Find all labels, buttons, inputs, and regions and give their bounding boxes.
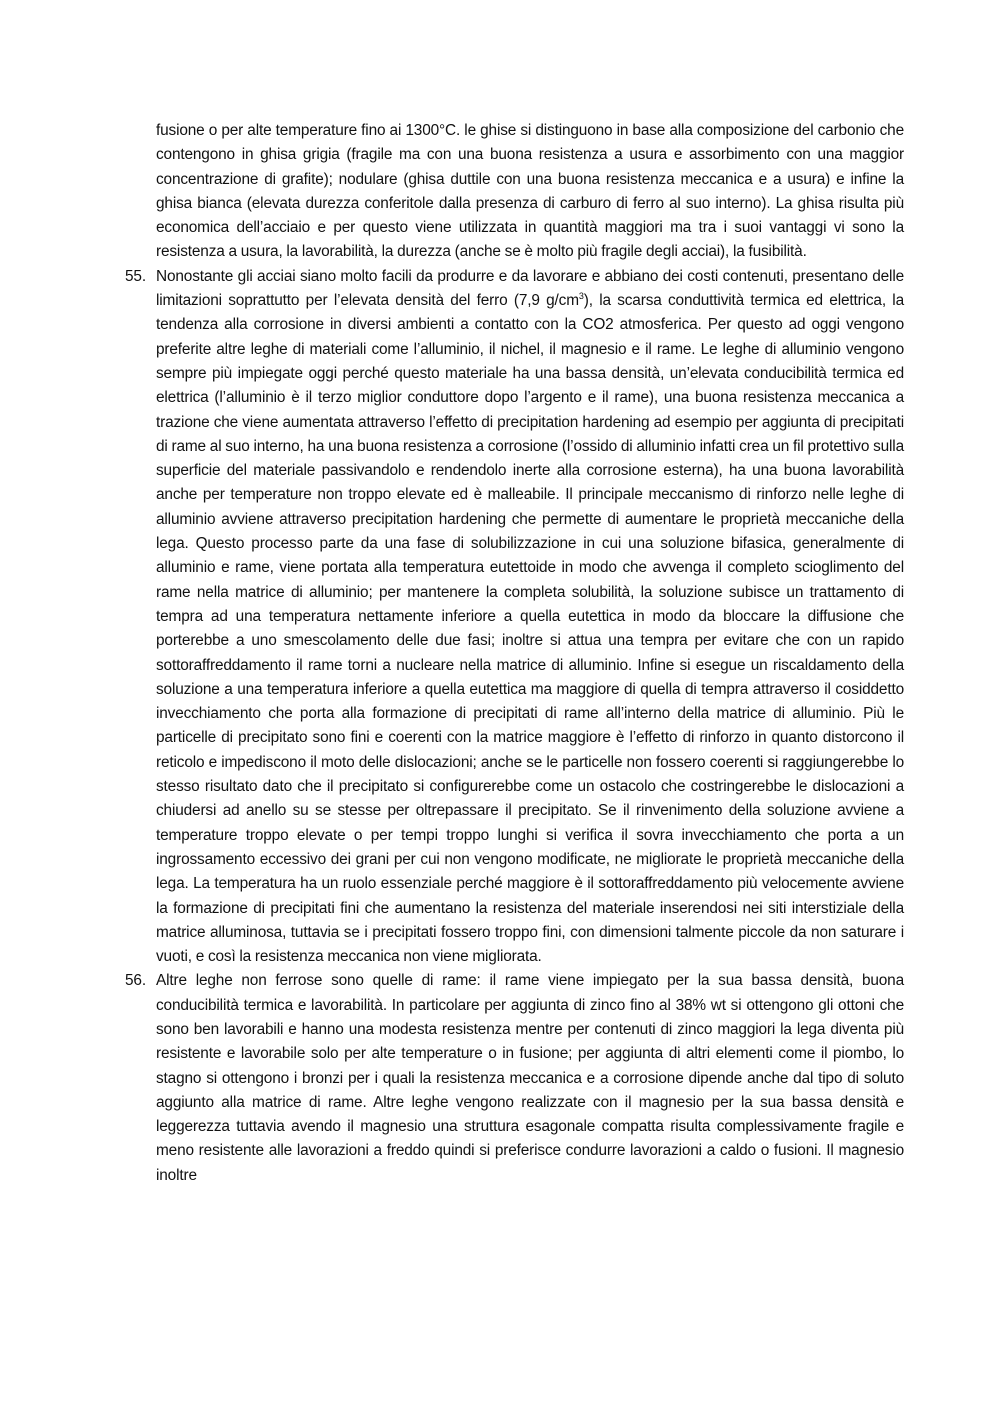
paragraph-55 (125, 265, 904, 970)
paragraph-text-before-superscript: Nonostante gli acciai siano molto facili da produrre e da lavorare e abbiano dei costi contenuti, presentano delle limitazioni soprattutto per l’elevata densità del ferro (7,9 g/cm (156, 267, 904, 310)
paragraph-text-after-superscript: ), la scarsa conduttività termica ed elettrica, la tendenza alla corrosione in diversi ambienti a contatto con la CO2 atmosferica. Per questo ad oggi vengono preferite altre leghe di materiali come l’alluminio, il nichel, il magnesio e il rame. Le leghe di alluminio vengono sempre più impiegate oggi perché questo materiale ha una bassa densità, un’elevata conducibilità termica ed elettrica (l’alluminio è il terzo miglior conduttore dopo l’argento e il rame), una buona resistenza meccanica a trazione che viene aumentata attraverso l’effetto di precipitation hardening ad esempio per aggiunta di precipitati di rame al suo interno, ha una buona resistenza a corrosione (l’ossido di alluminio infatti crea un fil protettivo sulla superficie del materiale passivandolo e rendendolo inerte alla corrosione esterna), ha una buona lavorabilità anche per temperature non troppo elevate ed è malleabile. Il principale meccanismo di rinforzo nelle leghe di alluminio avviene attraverso precipitation hardening che permette di aumentare le proprietà meccaniche della lega. Questo processo parte da una fase di solubilizzazione in cui una soluzione bifasica, generalmente di alluminio e rame, viene portata alla temperatura eutettoide in modo che avvenga il completo scioglimento del rame nella matrice di alluminio; per mantenere la completa solubilità, la soluzione subisce un trattamento di tempra ad una temperatura nettamente inferiore a quella eutettica in modo da bloccare la diffusione che porterebbe a uno smescolamento delle due fasi; inoltre si attua una tempra per evitare che con un rapido sottoraffreddamento il rame torni a nucleare nella matrice di alluminio. Infine si esegue un riscaldamento della soluzione a una temperatura inferiore a quella eutettica ma maggiore di quella di tempra attraverso il cosiddetto invecchiamento che porta alla formazione di precipitati di rame all’interno della matrice di alluminio. Più le particelle di precipitato sono fini e coerenti con la matrice maggiore è l’effetto di rinforzo in quanto distorcono il reticolo e impediscono il moto delle dislocazioni; anche se le particelle non fossero coerenti si raggiungerebbe lo stesso risultato dato che il precipitato si configurerebbe come un ostacolo che costringerebbe le dislocazioni a chiudersi ad anello su se stesse per oltrepassare il precipitato. Se il rinvenimento della soluzione avviene a temperature troppo elevate o per tempi troppo lunghi si verifica il sovra invecchiamento che porta a un ingrossamento eccessivo dei grani per cui non vengono modificate, ne migliorate le proprietà meccaniche della lega. La temperatura ha un ruolo essenziale perché maggiore è il sottoraffreddamento più velocemente avviene la formazione di precipitati fini che aumentano la resistenza del materiale inserendosi nei siti interstiziale della matrice alluminosa, tuttavia se i precipitati fossero troppo fini, con dimensioni talmente piccole da non saturare i vuoti, e così la resistenza meccanica non viene migliorata. (156, 292, 904, 966)
paragraph-continuation (156, 119, 904, 265)
superscript-exponent: 3 (578, 290, 584, 301)
document-body (125, 119, 904, 1188)
paragraph-text: fusione o per alte temperature fino ai 1300°C. le ghise si distinguono in base alla composizione del carbonio che contengono in ghisa grigia (fragile ma con una buona resistenza a usura e assorbimento con una maggior concentrazione di grafite); nodulare (ghisa duttile con una buona resistenza meccanica e a usura) e infine la ghisa bianca (elevata durezza conferitole dalla presenza di carburo di ferro al suo interno). La ghisa risulta più economica dell’acciaio e per questo viene utilizzata in quantità maggiori ma tra i suoi vantaggi vi sono la resistenza a usura, la lavorabilità, la durezza (anche se è molto più fragile degli acciai), la fusibilità. (156, 122, 904, 261)
paragraph-number: 56. (125, 972, 146, 990)
paragraph-56 (125, 969, 904, 1188)
paragraph-number: 55. (125, 267, 146, 285)
paragraph-text: Altre leghe non ferrose sono quelle di rame: il rame viene impiegato per la sua bassa densità, buona conducibilità termica e lavorabilità. In particolare per aggiunta di zinco fino al 38% wt si ottengono gli ottoni che sono ben lavorabili e hanno una modesta resistenza mentre per contenuti di zinco maggiori la lega diventa più resistente e lavorabile solo per alte temperature o in fusione; per aggiunta di altri elementi come il piombo, lo stagno si ottengono i bronzi per i quali la resistenza meccanica e a corrosione dipende anche dal tipo di soluto aggiunto alla matrice di rame. Altre leghe vengono realizzate con il magnesio per la sua bassa densità e leggerezza tuttavia avendo il magnesio una struttura esagonale compatta risulta complessivamente fragile e meno resistente alle lavorazioni a freddo quindi si preferisce condurre lavorazioni a caldo o fusioni. Il magnesio inoltre (156, 972, 904, 1184)
